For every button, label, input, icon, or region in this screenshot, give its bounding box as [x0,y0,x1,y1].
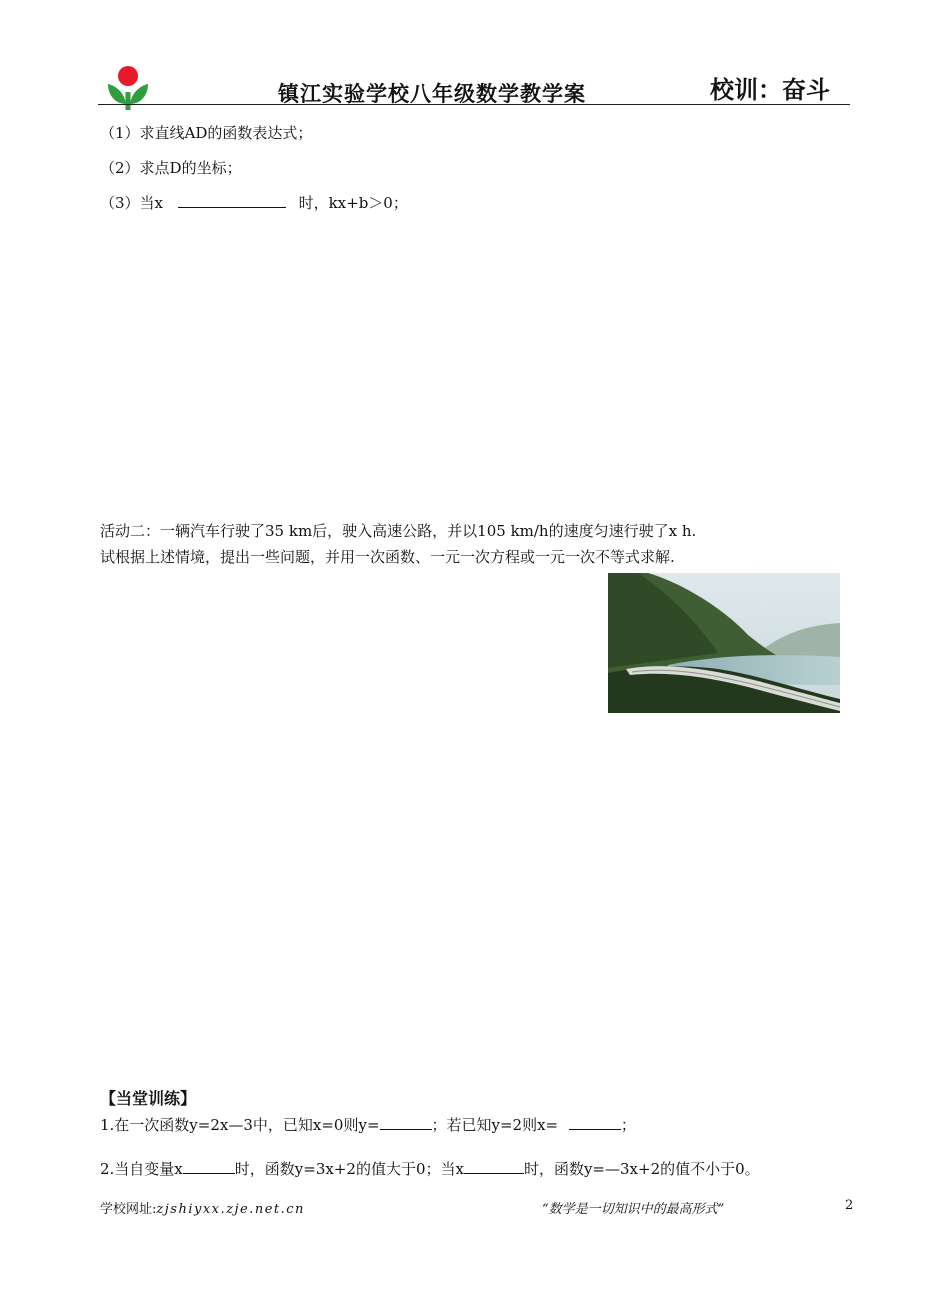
practice-item-2 [100,1158,760,1179]
page-number: 2 [845,1198,854,1213]
practice-heading: 【当堂训练】 [100,1089,197,1108]
answer-blank[interactable] [178,193,286,208]
page-title: 镇江实验学校八年级数学教学案 [278,82,586,106]
school-motto: 校训：奋斗 [710,76,830,104]
practice-item-2-text-c: 时，函数y=—3x+2的值不小于0。 [523,1160,760,1178]
answer-blank[interactable] [380,1115,432,1130]
question-2: （2）求点D的坐标； [100,159,242,177]
question-1: （1）求直线AD的函数表达式； [100,124,313,142]
footer-quote: “数学是一切知识中的最高形式” [542,1202,725,1217]
footer-url [100,1198,305,1217]
practice-item-2-text-b: 时，函数y=3x+2的值大于0；当x [234,1160,464,1178]
highway-river-photo [608,573,840,713]
practice-item-1-text-b: ；若已知y=2则x= [431,1116,559,1134]
practice-item-2-text-a: 2.当自变量x [100,1160,183,1178]
answer-blank[interactable] [569,1115,621,1130]
practice-item-1-text-a: 1.在一次函数y=2x—3中，已知x=0则y= [100,1116,380,1134]
footer-url-link[interactable]: zjshiyxx.zje.net.cn [156,1202,305,1217]
answer-blank[interactable] [464,1159,524,1174]
footer-url-label: 学校网址: [100,1202,157,1217]
question-3-prefix: （3）当x [100,194,164,212]
question-3 [100,192,408,213]
practice-item-1 [100,1114,636,1135]
practice-item-1-text-c: ； [620,1116,636,1134]
header-divider [98,104,850,105]
question-3-suffix: 时，kx+b＞0； [298,194,408,212]
activity2-line2: 试根据上述情境，提出一些问题，并用一次函数、一元一次方程或一元一次不等式求解. [100,548,675,566]
answer-blank[interactable] [183,1159,235,1174]
activity2-line1: 活动二：一辆汽车行驶了35 km后，驶入高速公路，并以105 km/h的速度匀速行驶了x h. [100,522,697,540]
